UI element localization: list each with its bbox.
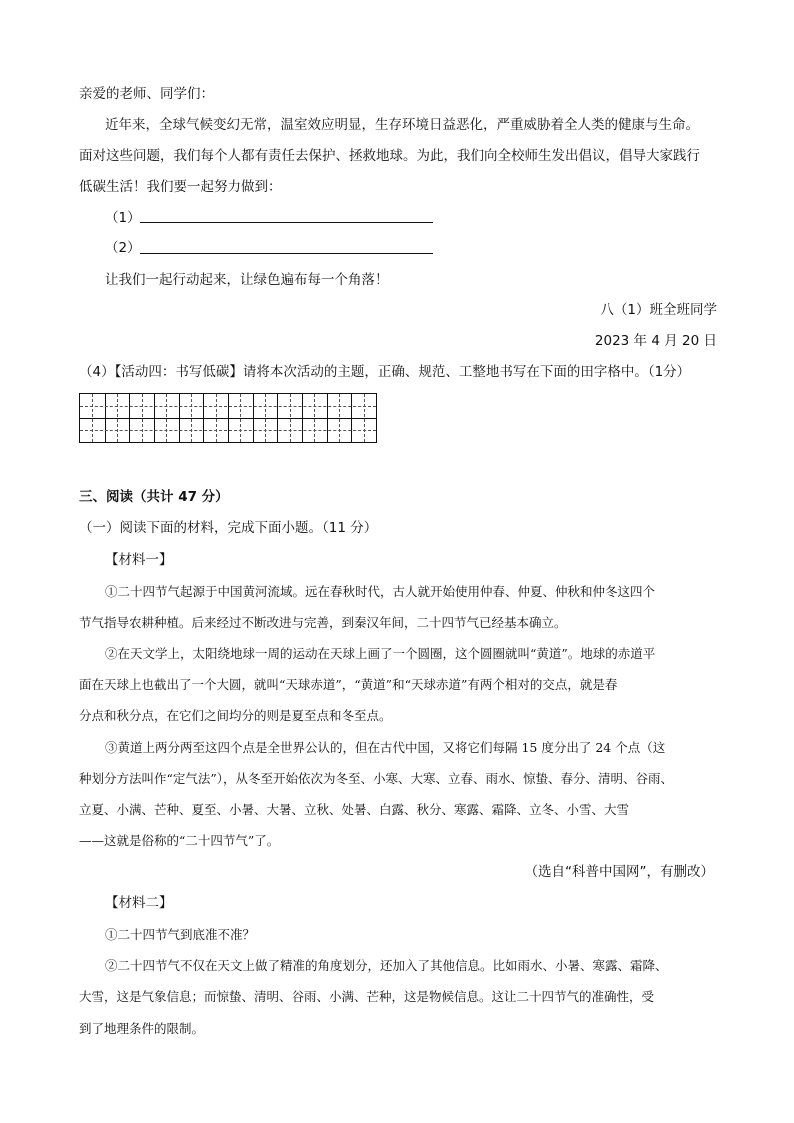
item-2-label: （2） — [105, 240, 141, 256]
question-4: （4）【活动四：书写低碳】请将本次活动的主题，正确、规范、工整地书写在下面的田字格中。（1分） — [79, 364, 691, 380]
material-1-line: ——这就是俗称的“二十四节气”了。 — [79, 833, 280, 848]
letter-greeting: 亲爱的老师、同学们： — [79, 86, 214, 102]
item-1-label: （1） — [105, 210, 141, 226]
tianzige-grid[interactable] — [79, 393, 377, 443]
material-1-line: ①二十四节气起源于中国黄河流域。远在春秋时代，古人就开始使用仲春、仲夏、仲秋和仲冬这四个 — [105, 584, 656, 599]
grid-cell-guide — [80, 430, 376, 431]
material-2-line: ②二十四节气不仅在天文上做了精准的角度划分，还加入了其他信息。比如雨水、小暑、寒露、霜降、 — [105, 958, 668, 973]
grid-row-border — [80, 418, 376, 419]
material-1-line: ②在天文学上，太阳绕地球一周的运动在天球上画了一个圆圈，这个圆圈就叫“黄道”。地球的赤道平 — [105, 646, 656, 661]
grid-cell-guide — [117, 394, 118, 442]
letter-paragraph-line: 低碳生活！我们要一起努力做到： — [79, 179, 282, 195]
section-heading: 三、阅读（共计 47 分） — [79, 489, 229, 505]
grid-cell-guide — [265, 394, 266, 442]
material-1-line: 面在天球上也截出了一个大圆，就叫“天球赤道”，“黄道”和“天球赤道”有两个相对的交点，就是春 — [79, 677, 618, 692]
letter-date: 2023 年 4 月 20 日 — [594, 333, 717, 349]
material-1-line: 种划分方法叫作“定气法”），从冬至开始依次为冬至、小寒、大寒、立春、雨水、惊蛰、春分、清明、谷雨、 — [79, 771, 674, 786]
letter-paragraph-line: 面对这些问题，我们每个人都有责任去保护、拯救地球。为此，我们向全校师生发出倡议，倡导大家践行 — [79, 148, 700, 164]
letter-closing: 让我们一起行动起来，让绿色遍布每一个角落！ — [105, 272, 389, 288]
grid-cell-guide — [92, 394, 93, 442]
grid-cell-guide — [314, 394, 315, 442]
answer-line-2[interactable] — [140, 253, 433, 254]
subsection-heading: （一）阅读下面的材料，完成下面小题。（11 分） — [79, 520, 378, 536]
grid-cell-guide — [364, 394, 365, 442]
letter-signature: 八（1）班全班同学 — [600, 302, 717, 318]
grid-cell-guide — [339, 394, 340, 442]
grid-cell-guide — [142, 394, 143, 442]
material-1-line: ③黄道上两分两至这四个点是全世界公认的，但在古代中国，又将它们每隔 15 度分出了 24 个点（这 — [105, 740, 666, 755]
material-1-line: 立夏、小满、芒种、夏至、小暑、大暑、立秋、处暑、白露、秋分、寒露、霜降、立冬、小雪、大雪 — [79, 802, 630, 817]
grid-cell-guide — [166, 394, 167, 442]
answer-line-1[interactable] — [140, 222, 433, 223]
grid-cell-guide — [240, 394, 241, 442]
material-1-line: 分点和秋分点，在它们之间均分的则是夏至点和冬至点。 — [79, 708, 392, 723]
grid-cell-guide — [290, 394, 291, 442]
material-2-line: 到了地理条件的限制。 — [79, 1021, 205, 1036]
letter-paragraph-line: 近年来，全球气候变幻无常，温室效应明显，生存环境日益恶化，严重威胁着全人类的健康与生命。 — [105, 117, 699, 133]
material-1-title: 【材料一】 — [105, 552, 173, 568]
grid-cell-guide — [80, 406, 376, 407]
grid-cell-guide — [191, 394, 192, 442]
grid-cell-guide — [216, 394, 217, 442]
material-2-title: 【材料二】 — [105, 895, 173, 911]
material-1-source: （选自“科普中国网”，有删改） — [524, 864, 714, 880]
material-2-line: 大雪，这是气象信息；而惊蛰、清明、谷雨、小满、芒种，这是物候信息。这让二十四节气的准确性，受 — [79, 989, 655, 1004]
material-2-line: ①二十四节气到底准不准？ — [105, 927, 256, 942]
material-1-line: 节气指导农耕种植。后来经过不断改进与完善，到秦汉年间，二十四节气已经基本确立。 — [79, 615, 567, 630]
